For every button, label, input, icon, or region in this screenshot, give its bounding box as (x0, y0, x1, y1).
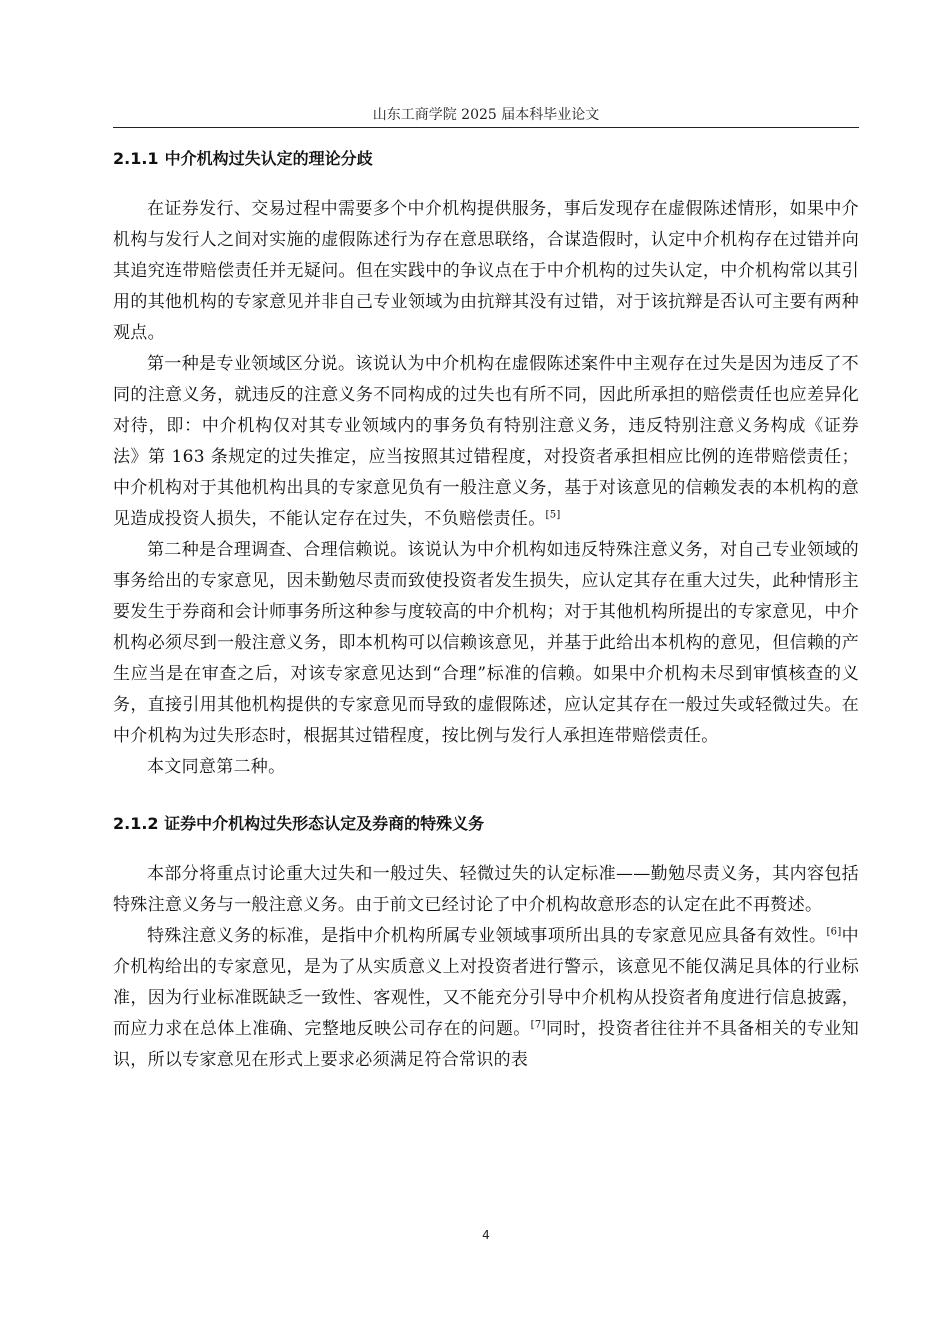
page-body (113, 148, 859, 1076)
page-number: 4 (482, 1228, 490, 1242)
citation-marker[interactable]: [7] (530, 1019, 546, 1031)
paragraph-text: 同时，投资者往往并不具备相关的专业知识，所以专家意见在形式上要求必须满足符合常识的表 (113, 1019, 859, 1070)
paragraph: 本部分将重点讨论重大过失和一般过失、轻微过失的认定标准——勤勉尽责义务，其内容包括特殊注意义务与一般注意义务。由于前文已经讨论了中介机构故意形态的认定在此不再赘述。 (113, 864, 859, 915)
section-title: 证券中介机构过失形态认定及券商的特殊义务 (164, 814, 485, 833)
citation-marker[interactable]: [5] (545, 509, 561, 521)
spacer (113, 783, 859, 813)
running-header: 山东工商学院 2025 届本科毕业论文 (372, 107, 600, 123)
paragraph (113, 921, 859, 1076)
paragraph-text: 特殊注意义务的标准，是指中介机构所属专业领域事项所出具的专家意见应具备有效性。 (147, 926, 827, 946)
paragraph (113, 349, 859, 535)
section-heading-2-1-1 (113, 148, 859, 170)
paragraph-text: 中介机构给出的专家意见，是为了从实质意义上对投资者进行警示，该意见不能仅满足具体的行业标准，因为行业标准既缺乏一致性、客观性，又不能充分引导中介机构从投资者角度进行信息披露，而应力求在总体上准确、完整地反映公司存在的问题。 (113, 926, 859, 1039)
citation-marker[interactable]: [6] (826, 926, 842, 938)
spacer (113, 170, 859, 194)
paragraph-text: 第一种是专业领域区分说。该说认为中介机构在虚假陈述案件中主观存在过失是因为违反了不同的注意义务，就违反的注意义务不同构成的过失也有所不同，因此所承担的赔偿责任也应差异化对待，即：中介机构仅对其专业领域内的事务负有特别注意义务，违反特别注意义务构成《证券法》第 163 条规定的过失推定，应当按照其过错程度，对投资者承担相应比例的连带赔偿责任；中介机构对于其他机构出具的专家意见负有一般注意义务，基于对该意见的信赖发表的本机构的意见造成投资人损失，不能认定存在过失，不负赔偿责任。 (113, 354, 859, 529)
section-heading-2-1-2 (113, 813, 859, 835)
header-divider (113, 127, 859, 128)
section-title: 中介机构过失认定的理论分歧 (164, 149, 373, 168)
paragraph: 在证券发行、交易过程中需要多个中介机构提供服务，事后发现存在虚假陈述情形，如果中介机构与发行人之间对实施的虚假陈述行为存在意思联络，合谋造假时，认定中介机构存在过错并向其追究连带赔偿责任并无疑问。但在实践中的争议点在于中介机构的过失认定，中介机构常以其引用的其他机构的专家意见并非自己专业领域为由抗辩其没有过错，对于该抗辩是否认可主要有两种观点。 (113, 199, 859, 343)
paragraph: 本文同意第二种。 (147, 757, 286, 777)
spacer (113, 835, 859, 859)
section-number: 2.1.2 (113, 814, 159, 833)
paragraph: 第二种是合理调查、合理信赖说。该说认为中介机构如违反特殊注意义务，对自己专业领域的事务给出的专家意见，因未勤勉尽责而致使投资者发生损失，应认定其存在重大过失，此种情形主要发生于券商和会计师事务所这种参与度较高的中介机构；对于其他机构所提出的专家意见，中介机构必须尽到一般注意义务，即本机构可以信赖该意见，并基于此给出本机构的意见，但信赖的产生应当是在审查之后，对该专家意见达到“合理”标准的信赖。如果中介机构未尽到审慎核查的义务，直接引用其他机构提供的专家意见而导致的虚假陈述，应认定其存在一般过失或轻微过失。在中介机构为过失形态时，根据其过错程度，按比例与发行人承担连带赔偿责任。 (113, 540, 859, 746)
section-number: 2.1.1 (113, 149, 159, 168)
